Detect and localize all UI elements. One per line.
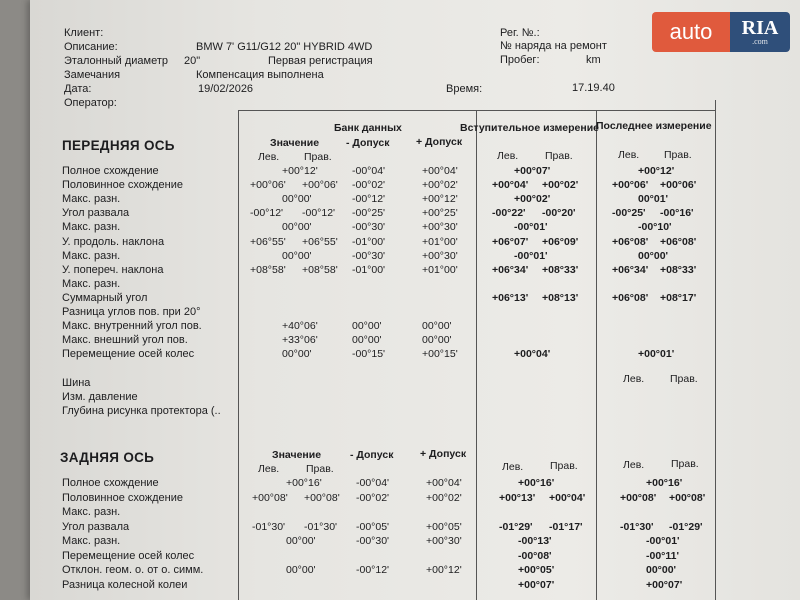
last-cell: 00°00' xyxy=(646,564,677,576)
diameter-value: 20" xyxy=(184,55,201,67)
minus-tolerance-header: - Допуск xyxy=(346,137,390,149)
value-cell: +00°16' xyxy=(286,477,322,489)
tire-last-right-header: Прав. xyxy=(670,373,698,385)
row-label: Полное схождение xyxy=(62,165,159,177)
initial-right-header: Прав. xyxy=(545,150,573,162)
last-left-cell: -00°25' xyxy=(612,207,646,219)
row-label: Половинное схождение xyxy=(62,179,183,191)
initial-right-cell: -01°17' xyxy=(549,521,583,533)
initial-cell: -00°01' xyxy=(514,250,548,262)
logo-auto-text: auto xyxy=(652,12,730,52)
minus-tolerance-cell: -00°02' xyxy=(352,179,386,191)
table-divider-3 xyxy=(596,110,597,600)
auto-ria-logo xyxy=(652,12,790,52)
plus-tolerance-cell: +00°12' xyxy=(426,564,462,576)
initial-cell: +00°04' xyxy=(514,348,551,360)
minus-tolerance-cell: -00°15' xyxy=(352,348,386,360)
plus-tolerance-cell: 00°00' xyxy=(422,334,452,346)
row-label: Разница углов пов. при 20° xyxy=(62,306,201,318)
table-top-rule xyxy=(238,110,716,111)
last-cell: +00°12' xyxy=(638,165,675,177)
value-cell: +33°06' xyxy=(282,334,318,346)
value-left-cell: +08°58' xyxy=(250,264,286,276)
description-value: BMW 7' G11/G12 20" HYBRID 4WD xyxy=(196,41,373,53)
last-measurement-header: Последнее измерение xyxy=(596,120,712,132)
row-label: Макс. внутренний угол пов. xyxy=(62,320,202,332)
order-label: № наряда на ремонт xyxy=(500,40,607,52)
table-divider-2 xyxy=(476,110,477,600)
initial-left-cell: -00°22' xyxy=(492,207,526,219)
minus-tolerance-cell: 00°00' xyxy=(352,320,382,332)
last-left-cell: +06°08' xyxy=(612,236,649,248)
table-divider-4 xyxy=(715,100,716,600)
value-right-header: Прав. xyxy=(304,151,332,163)
initial-left-cell: -01°29' xyxy=(499,521,533,533)
row-label: Отклон. геом. о. от о. симм. xyxy=(62,564,204,576)
value-cell: 00°00' xyxy=(286,535,316,547)
minus-tolerance-cell: -00°25' xyxy=(352,207,386,219)
initial-left-header: Лев. xyxy=(497,150,519,162)
row-label: Макс. разн. xyxy=(62,278,121,290)
last-right-cell: +06°08' xyxy=(660,236,697,248)
plus-tolerance-cell: +00°05' xyxy=(426,521,462,533)
client-label: Клиент: xyxy=(64,27,104,39)
minus-tolerance-cell: -00°12' xyxy=(352,193,386,205)
value-left-cell: +00°08' xyxy=(252,492,288,504)
initial-cell: +00°05' xyxy=(518,564,555,576)
plus-tolerance-cell: +00°30' xyxy=(426,535,462,547)
last-right-cell: +08°33' xyxy=(660,264,697,276)
time-value: 17.19.40 xyxy=(572,82,615,94)
rear-minus-tolerance-header: - Допуск xyxy=(350,449,394,461)
diameter-label: Эталонный диаметр xyxy=(64,55,169,67)
minus-tolerance-cell: -00°02' xyxy=(356,492,390,504)
plus-tolerance-cell: +01°00' xyxy=(422,264,458,276)
row-label: Макс. внешний угол пов. xyxy=(62,334,188,346)
regno-label: Рег. №.: xyxy=(500,27,540,39)
minus-tolerance-cell: -01°00' xyxy=(352,236,386,248)
remarks-value: Компенсация выполнена xyxy=(196,69,324,81)
row-label: Макс. разн. xyxy=(62,193,121,205)
value-cell: 00°00' xyxy=(282,250,312,262)
plus-tolerance-cell: 00°00' xyxy=(422,320,452,332)
rear-axle-title: ЗАДНЯЯ ОСЬ xyxy=(60,450,155,465)
row-label: Суммарный угол xyxy=(62,292,148,304)
last-cell: -00°01' xyxy=(646,535,680,547)
plus-tolerance-cell: +00°12' xyxy=(422,193,458,205)
value-cell: 00°00' xyxy=(282,348,312,360)
initial-right-cell: +06°09' xyxy=(542,236,579,248)
minus-tolerance-cell: -00°04' xyxy=(356,477,390,489)
value-right-cell: +08°58' xyxy=(302,264,338,276)
row-label: Макс. разн. xyxy=(62,535,121,547)
value-cell: +00°12' xyxy=(282,165,318,177)
mileage-label: Пробег: xyxy=(500,54,540,66)
first-registration-label: Первая регистрация xyxy=(268,55,373,67)
initial-right-cell: +00°04' xyxy=(549,492,586,504)
value-right-cell: -01°30' xyxy=(304,521,338,533)
plus-tolerance-header: + Допуск xyxy=(416,136,463,148)
row-label: Макс. разн. xyxy=(62,250,121,262)
rear-plus-tolerance-header: + Допуск xyxy=(420,448,467,460)
initial-left-cell: +06°34' xyxy=(492,264,529,276)
plus-tolerance-cell: +00°30' xyxy=(422,221,458,233)
last-left-cell: +00°08' xyxy=(620,492,657,504)
rear-value-header: Значение xyxy=(272,449,322,461)
logo-ria-block xyxy=(730,12,790,52)
initial-cell: +00°02' xyxy=(514,193,551,205)
plus-tolerance-cell: +01°00' xyxy=(422,236,458,248)
last-cell: +00°01' xyxy=(638,348,675,360)
plus-tolerance-cell: +00°04' xyxy=(422,165,458,177)
mileage-unit: km xyxy=(586,54,601,66)
plus-tolerance-cell: +00°04' xyxy=(426,477,462,489)
row-label: Угол развала xyxy=(62,521,130,533)
initial-right-cell: +08°33' xyxy=(542,264,579,276)
last-left-cell: +06°34' xyxy=(612,264,649,276)
last-right-cell: +08°17' xyxy=(660,292,697,304)
tire-row-label: Изм. давление xyxy=(62,391,138,403)
value-cell: +40°06' xyxy=(282,320,318,332)
minus-tolerance-cell: -00°30' xyxy=(352,250,386,262)
value-left-cell: -01°30' xyxy=(252,521,286,533)
description-label: Описание: xyxy=(64,41,118,53)
last-cell: +00°07' xyxy=(646,579,683,591)
last-cell: 00°00' xyxy=(638,250,669,262)
last-right-cell: +00°08' xyxy=(669,492,706,504)
last-right-cell: -01°29' xyxy=(669,521,703,533)
initial-right-cell: +08°13' xyxy=(542,292,579,304)
plus-tolerance-cell: +00°25' xyxy=(422,207,458,219)
last-left-cell: -01°30' xyxy=(620,521,654,533)
row-label: Половинное схождение xyxy=(62,492,183,504)
value-left-cell: +00°06' xyxy=(250,179,286,191)
last-right-cell: +00°06' xyxy=(660,179,697,191)
row-label: Перемещение осей колес xyxy=(62,550,195,562)
minus-tolerance-cell: 00°00' xyxy=(352,334,382,346)
rear-initial-right-header: Прав. xyxy=(550,460,578,472)
logo-com-text: .com xyxy=(752,37,768,46)
initial-cell: +00°07' xyxy=(518,579,555,591)
tire-last-left-header: Лев. xyxy=(623,373,645,385)
initial-left-cell: +00°13' xyxy=(499,492,536,504)
remarks-label: Замечания xyxy=(64,69,121,81)
initial-cell: +00°16' xyxy=(518,477,555,489)
row-label: У. попереч. наклона xyxy=(62,264,164,276)
minus-tolerance-cell: -00°04' xyxy=(352,165,386,177)
last-right-header: Прав. xyxy=(664,149,692,161)
last-left-cell: +06°08' xyxy=(612,292,649,304)
rear-value-left-header: Лев. xyxy=(258,463,280,475)
value-cell: 00°00' xyxy=(282,193,312,205)
value-cell: 00°00' xyxy=(282,221,312,233)
tire-row-label: Шина xyxy=(62,377,91,389)
last-right-cell: -00°16' xyxy=(660,207,694,219)
value-right-cell: +06°55' xyxy=(302,236,338,248)
value-left-cell: -00°12' xyxy=(250,207,284,219)
plus-tolerance-cell: +00°02' xyxy=(426,492,462,504)
value-right-cell: +00°08' xyxy=(304,492,340,504)
plus-tolerance-cell: +00°02' xyxy=(422,179,458,191)
value-right-cell: +00°06' xyxy=(302,179,338,191)
rear-value-right-header: Прав. xyxy=(306,463,334,475)
operator-label: Оператор: xyxy=(64,97,117,109)
initial-cell: -00°08' xyxy=(518,550,552,562)
value-left-header: Лев. xyxy=(258,151,280,163)
row-label: Макс. разн. xyxy=(62,506,121,518)
rear-last-left-header: Лев. xyxy=(623,459,645,471)
last-left-cell: +00°06' xyxy=(612,179,649,191)
minus-tolerance-cell: -00°30' xyxy=(352,221,386,233)
last-cell: -00°11' xyxy=(646,550,679,562)
minus-tolerance-cell: -00°12' xyxy=(356,564,390,576)
row-label: Угол развала xyxy=(62,207,130,219)
initial-left-cell: +06°13' xyxy=(492,292,529,304)
table-divider-1 xyxy=(238,110,239,600)
row-label: У. продоль. наклона xyxy=(62,236,165,248)
database-header: Банк данных xyxy=(334,122,402,134)
minus-tolerance-cell: -00°30' xyxy=(356,535,390,547)
value-right-cell: -00°12' xyxy=(302,207,336,219)
row-label: Разница колесной колеи xyxy=(62,579,188,591)
front-axle-title: ПЕРЕДНЯЯ ОСЬ xyxy=(62,138,175,153)
minus-tolerance-cell: -00°05' xyxy=(356,521,390,533)
row-label: Полное схождение xyxy=(62,477,159,489)
initial-right-cell: +00°02' xyxy=(542,179,579,191)
initial-cell: -00°01' xyxy=(514,221,548,233)
plus-tolerance-cell: +00°15' xyxy=(422,348,458,360)
logo-ria-text: RIA xyxy=(741,17,779,39)
last-left-header: Лев. xyxy=(618,149,640,161)
initial-cell: +00°07' xyxy=(514,165,551,177)
rear-initial-left-header: Лев. xyxy=(502,461,524,473)
row-label: Макс. разн. xyxy=(62,221,121,233)
last-cell: 00°01' xyxy=(638,193,669,205)
initial-left-cell: +00°04' xyxy=(492,179,529,191)
initial-right-cell: -00°20' xyxy=(542,207,576,219)
initial-left-cell: +06°07' xyxy=(492,236,529,248)
minus-tolerance-cell: -01°00' xyxy=(352,264,386,276)
last-cell: -00°10' xyxy=(638,221,672,233)
rear-last-right-header: Прав. xyxy=(671,458,699,470)
initial-cell: -00°13' xyxy=(518,535,552,547)
row-label: Перемещение осей колес xyxy=(62,348,195,360)
value-cell: 00°00' xyxy=(286,564,316,576)
plus-tolerance-cell: +00°30' xyxy=(422,250,458,262)
value-left-cell: +06°55' xyxy=(250,236,286,248)
initial-measurement-header: Вступительное измерение xyxy=(460,122,599,134)
date-label: Дата: xyxy=(64,83,92,95)
value-header: Значение xyxy=(270,137,320,149)
time-label: Время: xyxy=(446,83,483,95)
last-cell: +00°16' xyxy=(646,477,683,489)
date-value: 19/02/2026 xyxy=(198,83,254,95)
tire-row-label: Глубина рисунка протектора (.. xyxy=(62,405,221,417)
